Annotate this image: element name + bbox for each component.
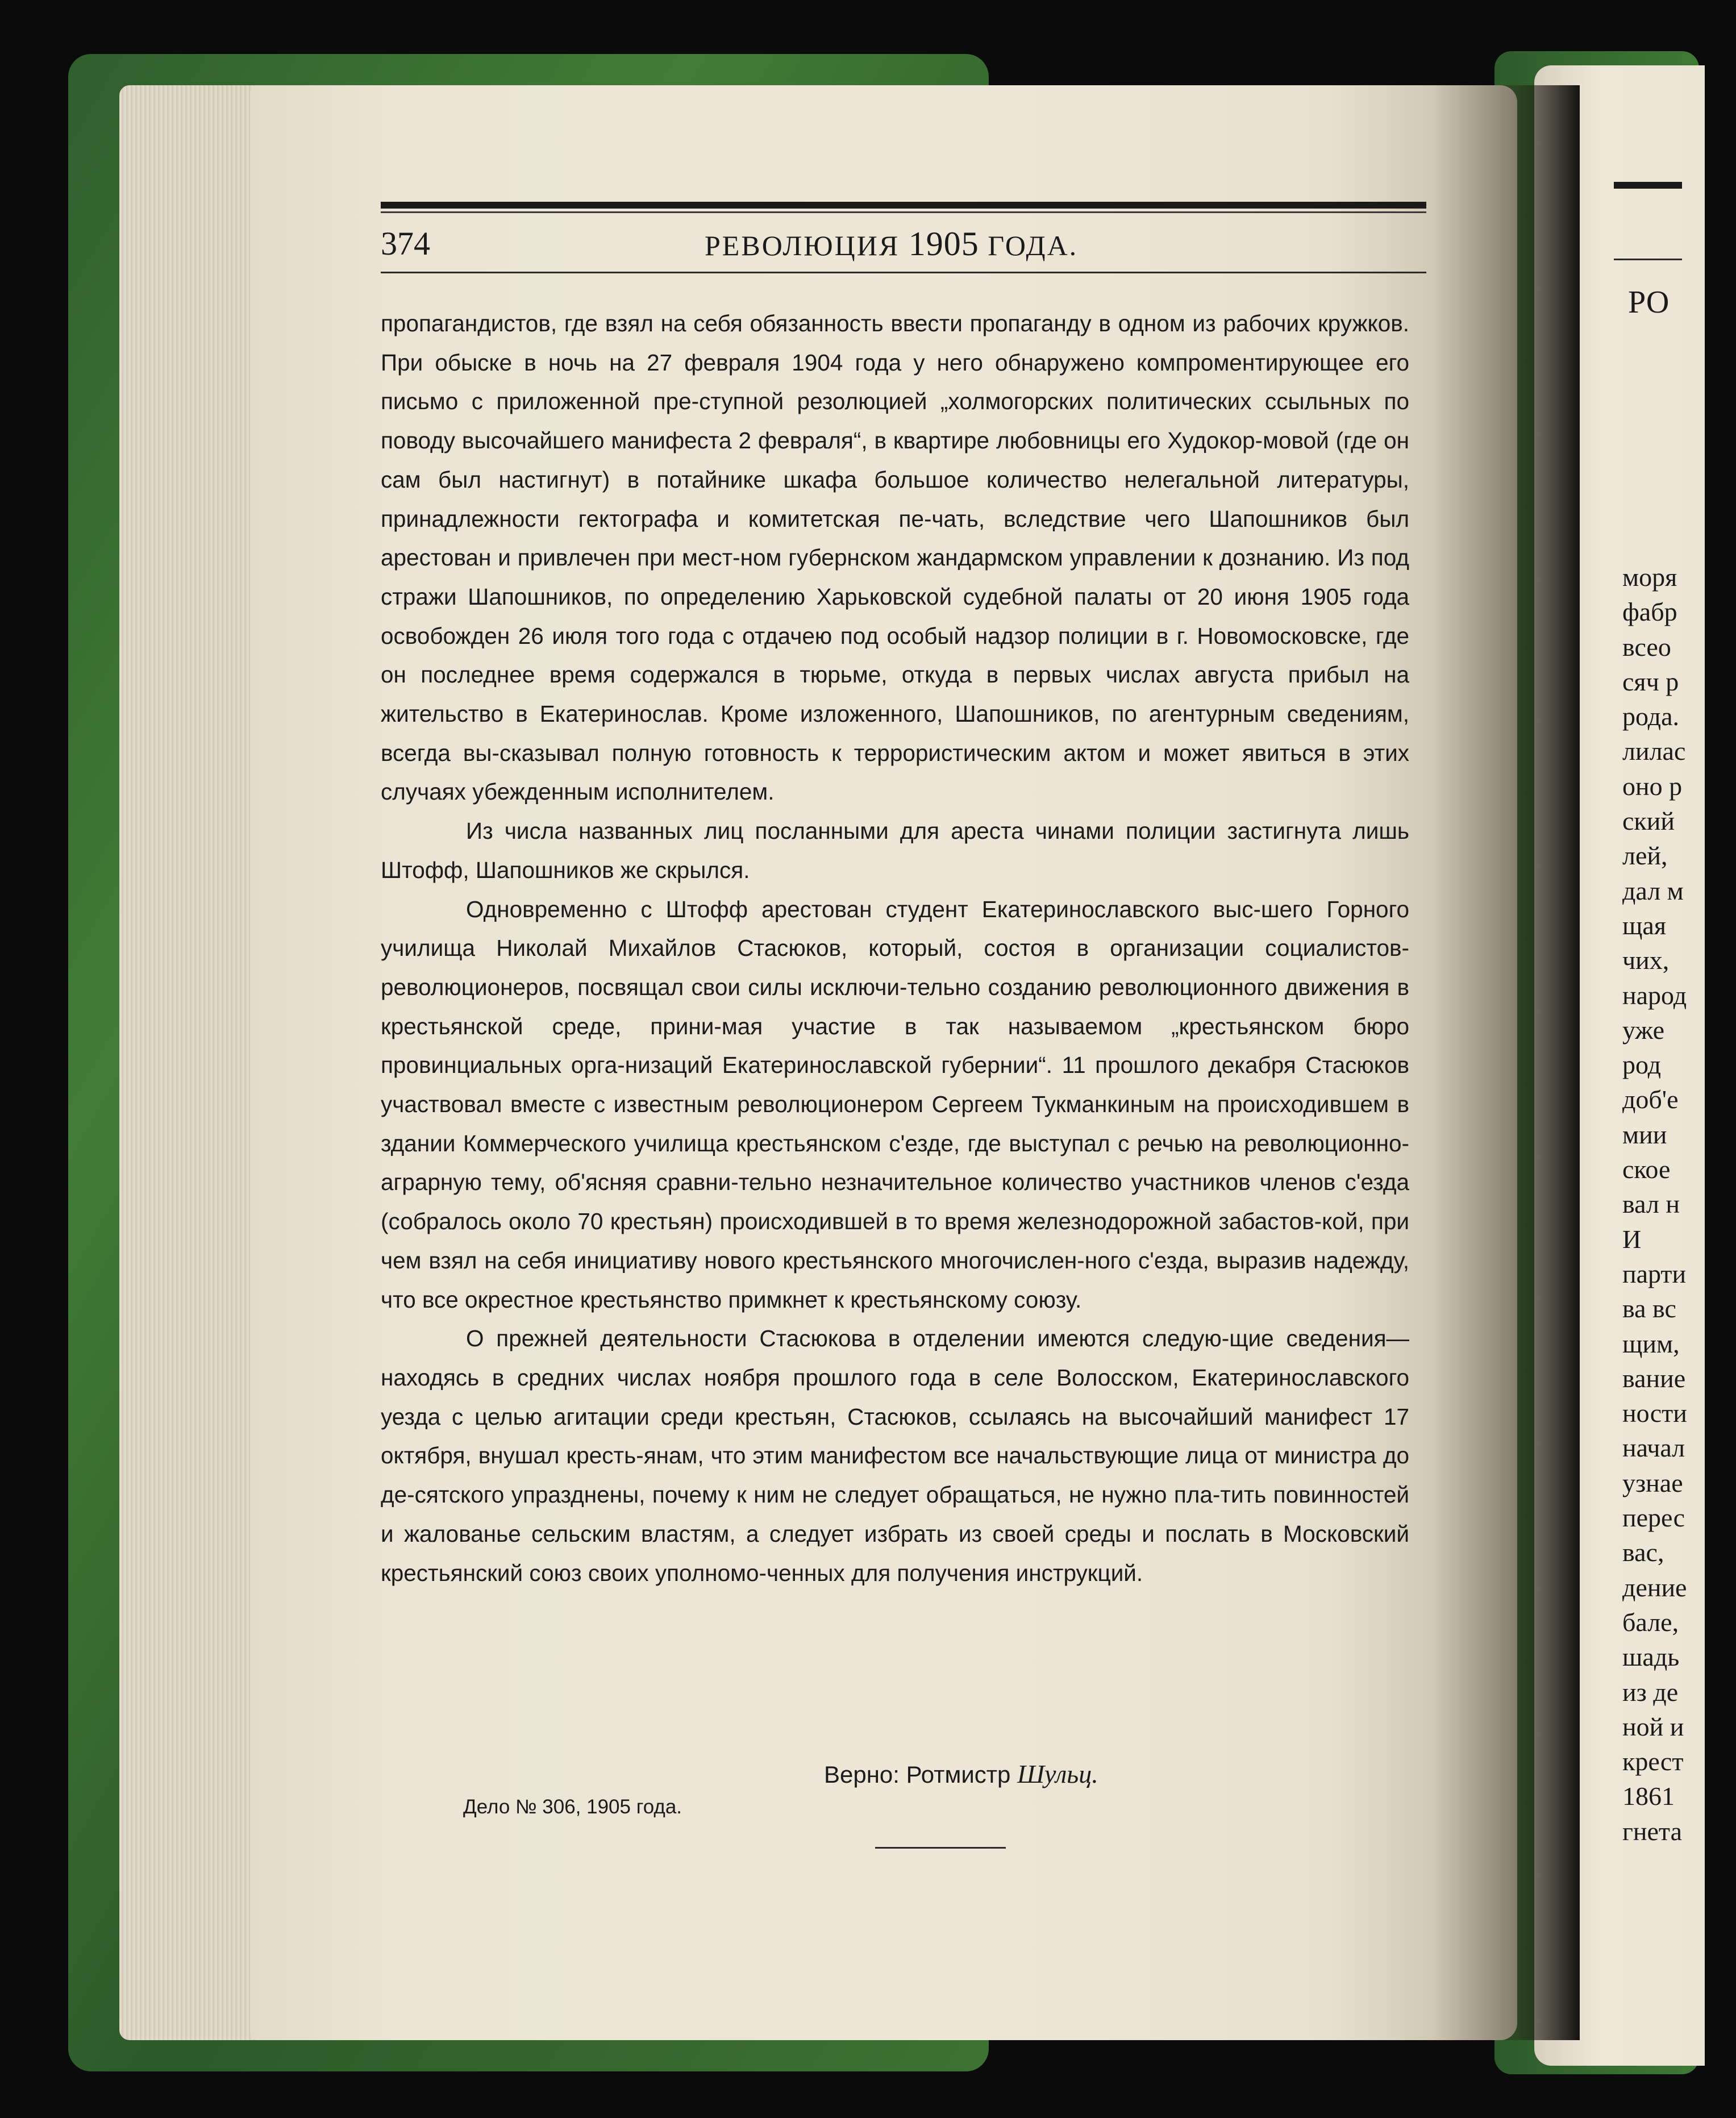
right-page-line: перес xyxy=(1622,1503,1685,1533)
right-page-line: вание xyxy=(1622,1363,1686,1393)
header-rule-thin xyxy=(381,211,1426,213)
right-page-line: сяч р xyxy=(1622,667,1679,696)
page-number: 374 xyxy=(381,225,430,262)
running-title-year: 1905 xyxy=(908,225,979,263)
right-page-line: лилас xyxy=(1622,736,1686,766)
right-page-line: чих, xyxy=(1622,946,1670,975)
right-page-line: вас, xyxy=(1622,1538,1664,1567)
right-page-header-underline xyxy=(1614,259,1682,260)
right-page-line: ности xyxy=(1622,1399,1687,1428)
signature-prefix: Верно: Ротмистр xyxy=(824,1761,1011,1788)
right-page-line: шадь xyxy=(1622,1642,1680,1672)
right-page-line: мии xyxy=(1622,1120,1667,1149)
signature-line xyxy=(824,1759,1098,1789)
right-page-line: парти xyxy=(1622,1259,1687,1288)
paragraph-4: О прежней деятельности Стасюкова в отделении имеются следую-щие сведения—находясь в средних числах ноября прошлого года в селе Волосском, Екатеринославского уезда с целью агитации среди крестьян, Стасюков, ссылаясь на высочайший манифест 17 октября, внушал кресть-янам, что этим манифестом все начальствующие лица от министра до де-сятского упразднены, почему к ним не следует обращаться, не нужно пла-тить повинностей и жалованье сельским властям, а следует избрать из своей среды и послать в Московский крестьянский союз своих уполномо-ченных для получения инструкций. xyxy=(381,1325,1409,1586)
right-page-line: вал н xyxy=(1622,1189,1680,1219)
book-gutter xyxy=(1432,85,1580,2040)
right-page-line: бале, xyxy=(1622,1607,1679,1637)
running-title-suffix: ГОДА. xyxy=(988,230,1079,261)
right-page-line: из де xyxy=(1622,1677,1679,1707)
right-page-line: ское xyxy=(1622,1155,1671,1184)
right-page-text xyxy=(1622,560,1736,1849)
right-page-line: гнета xyxy=(1622,1816,1682,1846)
header-underline xyxy=(381,272,1426,273)
right-page-line: род xyxy=(1622,1050,1662,1080)
right-page-line: дение xyxy=(1622,1572,1687,1602)
right-page-line: И xyxy=(1622,1224,1642,1254)
right-page-line: всео xyxy=(1622,632,1671,661)
right-page-line: дал м xyxy=(1622,876,1684,905)
right-page-line: ский xyxy=(1622,806,1675,836)
right-page-line: лей, xyxy=(1622,841,1668,871)
signature-name: Шульц. xyxy=(1017,1759,1098,1788)
right-page-line: оно р xyxy=(1622,771,1683,801)
right-page-line: щим, xyxy=(1622,1329,1680,1358)
right-page-line: начал xyxy=(1622,1433,1685,1463)
running-title-prefix: РЕВОЛЮЦИЯ xyxy=(705,230,900,261)
right-page-line: ва вс xyxy=(1622,1294,1676,1324)
right-page-header-rule xyxy=(1614,182,1682,189)
right-page-line: узнае xyxy=(1622,1468,1683,1497)
body-text xyxy=(381,304,1409,1592)
running-title xyxy=(705,224,1136,264)
right-page-line: народ xyxy=(1622,980,1687,1010)
right-page-line: моря xyxy=(1622,563,1677,592)
right-page-line: фабр xyxy=(1622,597,1677,627)
right-page-line: щая xyxy=(1622,910,1666,940)
right-page-line: доб'е xyxy=(1622,1085,1679,1114)
end-rule xyxy=(875,1847,1006,1849)
right-page-line: крест xyxy=(1622,1747,1684,1776)
right-page-line: рода. xyxy=(1622,702,1679,731)
paragraph-1: пропагандистов, где взял на себя обязанность ввести пропаганду в одном из рабочих кружков. При обыске в ночь на 27 февраля 1904 года у него обнаружено компроментирующее его письмо с приложенной пре-ступной резолюцией „холмогорских политических ссыльных по поводу высочайшего манифеста 2 февраля“, в квартире любовницы его Худокор-мовой (где он сам был настигнут) в потайнике шкафа большое количество нелегальной литературы, принадлежности гектографа и комитетская пе-чать, вследствие чего Шапошников был арестован и привлечен при мест-ном губернском жандармском управлении к дознанию. Из под стражи Шапошников, по определению Харьковской судебной палаты от 20 июня 1905 года освобожден 26 июля того года с отдачею под особый надзор полиции в г. Новомосковске, где он последнее время содержался в тюрьме, откуда в первых числах августа прибыл на жительство в Екатеринослав. Кроме изложенного, Шапошников, по агентурным сведениям, всегда вы-сказывал полную готовность к террористическим актом и может явиться в этих случаях убежденным исполнителем. xyxy=(381,310,1409,805)
case-reference: Дело № 306, 1905 года. xyxy=(463,1796,682,1818)
right-page-line: уже xyxy=(1622,1015,1664,1045)
right-page-line: 1861 xyxy=(1622,1782,1675,1811)
paragraph-3: Одновременно с Штофф арестован студент Екатеринославского выс-шего Горного училища Николай Михайлов Стасюков, который, состоя в организации социалистов-революционеров, посвящал свои силы исключи-тельно созданию революционного движения в крестьянской среде, прини-мая участие в так называемом „крестьянском бюро провинциальных орга-низаций Екатеринославской губернии“. 11 прошлого декабря Стасюков участвовал вместе с известным революционером Сергеем Тукманкиным на происходившем в здании Коммерческого училища крестьянском с'езде, где выступал с речью на революционно-аграрную тему, об'ясняя сравни-тельно незначительное количество участников членов с'езда (собралось около 70 крестьян) происходившей в то время железнодорожной забастов-кой, при чем взял на себя инициативу нового крестьянского многочислен-ного с'езда, выразив надежду, что все окрестное крестьянство примкнет к крестьянскому союзу. xyxy=(381,896,1409,1313)
paragraph-2: Из числа названных лиц посланными для ареста чинами полиции застигнута лишь Штофф, Шапошников же скрылся. xyxy=(381,818,1409,883)
right-page-heading: РО xyxy=(1628,285,1670,320)
header-rule-thick xyxy=(381,202,1426,209)
right-page-line: ной и xyxy=(1622,1712,1684,1741)
